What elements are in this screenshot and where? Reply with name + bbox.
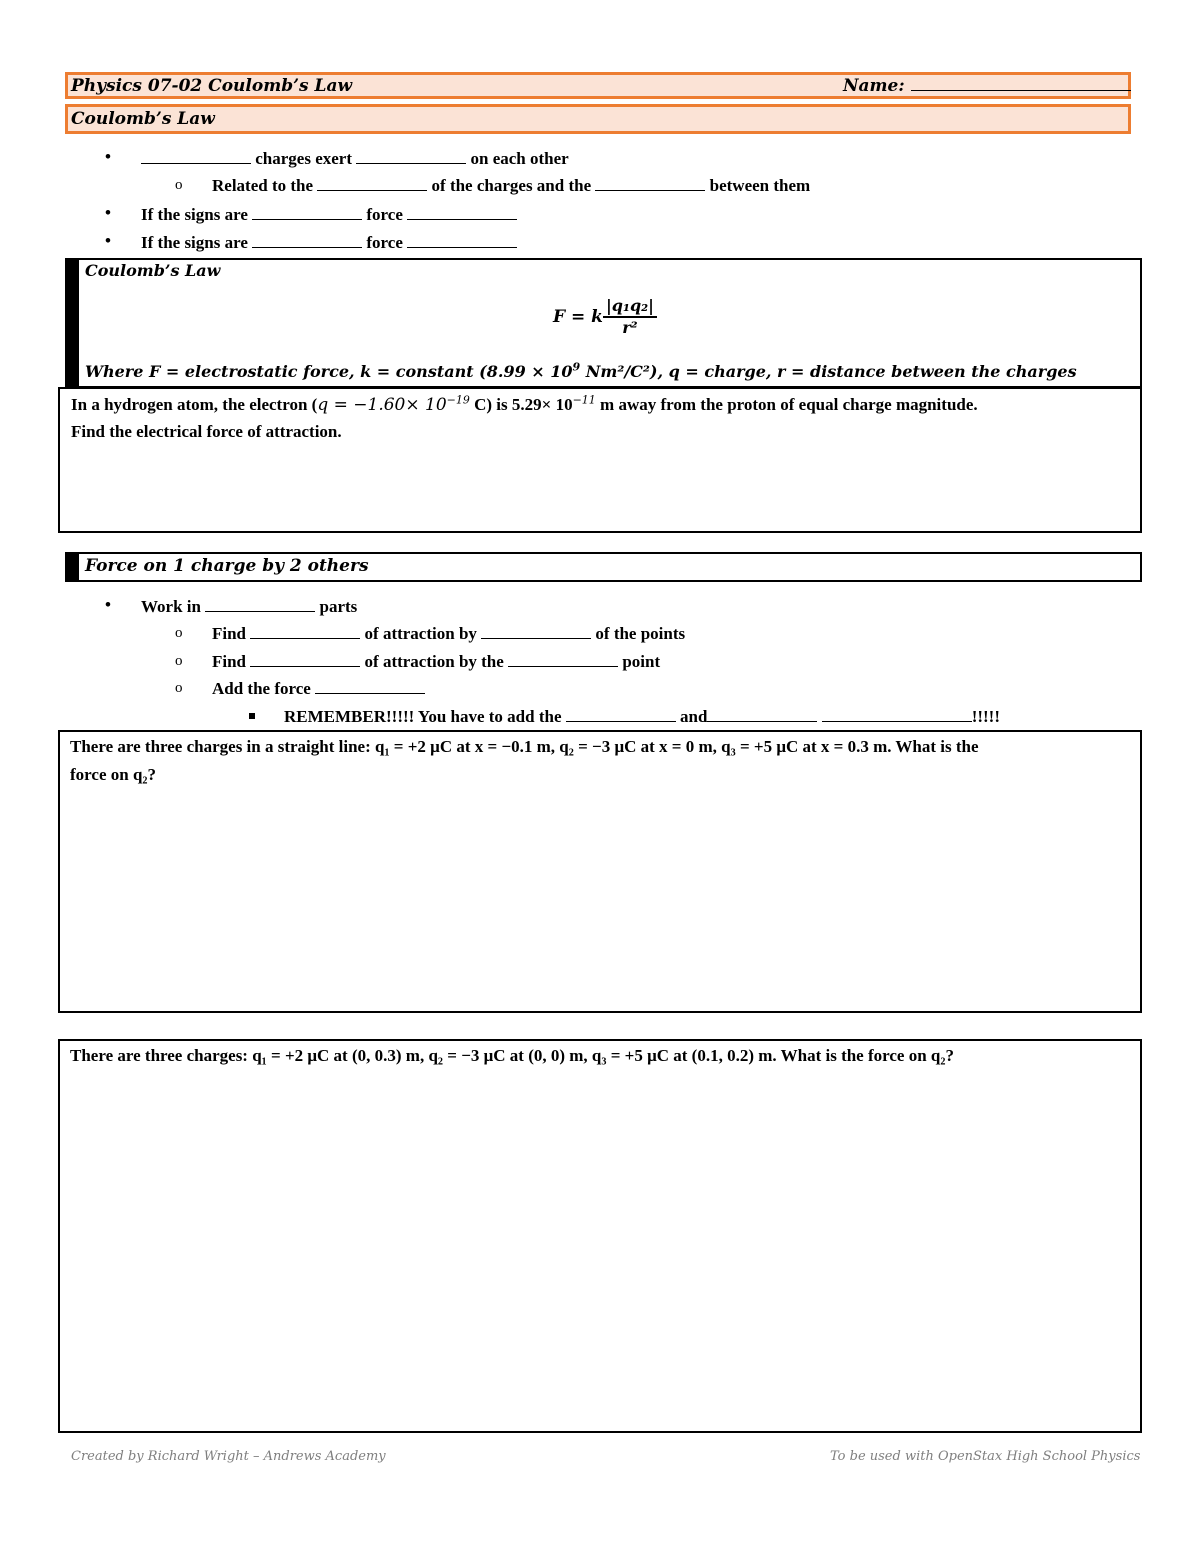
- fill-blank[interactable]: [508, 651, 618, 667]
- problem-box-plane-charges[interactable]: [58, 1039, 1142, 1433]
- fill-blank[interactable]: [141, 148, 251, 164]
- law-definitions: Where F = electrostatic force, k = constant ($8.99 \times 10^9$ Nm²/C²), q = charge, r = distance between the charges: [85, 360, 1077, 381]
- bullet-icon: •: [105, 595, 111, 614]
- fill-blank[interactable]: [481, 623, 591, 639]
- worksheet-title: Physics 07-02 Coulomb’s Law: [71, 76, 353, 96]
- note-line: charges exert on each other: [141, 148, 569, 170]
- fill-blank[interactable]: [595, 175, 705, 191]
- note-line: Related to the of the charges and the between them: [212, 176, 811, 195]
- fill-blank[interactable]: [250, 623, 360, 639]
- section2-accent: [65, 552, 79, 582]
- note-line: Find of attraction by the point: [212, 652, 661, 671]
- bullet-icon: •: [105, 203, 111, 222]
- note-line: If the signs are force: [141, 204, 517, 226]
- fill-blank[interactable]: [252, 232, 362, 248]
- fill-blank[interactable]: [315, 678, 425, 694]
- bullet-icon: •: [105, 147, 111, 166]
- footer-source: To be used with OpenStax High School Physics: [830, 1449, 1141, 1464]
- fill-blank[interactable]: [252, 204, 362, 220]
- problem-text-plane-charges: There are three charges: q₁ = +2 μC at (0, 0.3) m, q₂ = −3 μC at (0, 0) m, q₃ = +5 μC at (0.1, 0.2) m. What is the force on q₂?: [70, 1046, 954, 1065]
- name-label: Name:: [843, 76, 911, 96]
- footer-credit: Created by Richard Wright – Andrews Academy: [71, 1449, 386, 1464]
- bullet-icon: •: [105, 231, 111, 250]
- fill-blank[interactable]: [707, 706, 817, 722]
- note-line: Find of attraction by of the points: [212, 624, 686, 643]
- circle-bullet-icon: o: [175, 653, 183, 669]
- circle-bullet-icon: o: [175, 680, 183, 696]
- fill-blank[interactable]: [407, 232, 517, 248]
- law-box-title: Coulomb’s Law: [85, 261, 221, 280]
- law-box-accent: [65, 258, 79, 388]
- problem-box-line-charges[interactable]: [58, 730, 1142, 1013]
- problem-text-hydrogen: In a hydrogen atom, the electron ($q = -1.60\times 10^{-19}$ C) is $5.29\times 10^{-11}$ m away from the proton of equal charge magnitude.: [71, 393, 978, 415]
- fill-blank[interactable]: [407, 204, 517, 220]
- fill-blank[interactable]: [317, 175, 427, 191]
- section-bar: [65, 104, 1131, 134]
- fill-blank[interactable]: [566, 706, 676, 722]
- section-title: Coulomb’s Law: [71, 109, 215, 129]
- square-bullet-icon: [249, 713, 255, 719]
- note-line: If the signs are force: [141, 232, 517, 254]
- fill-blank[interactable]: [822, 706, 972, 722]
- problem-text-line-charges-2: force on q₂?: [70, 765, 156, 784]
- note-line: Add the force: [212, 678, 425, 700]
- fill-blank[interactable]: [205, 596, 315, 612]
- problem-text-line-charges: There are three charges in a straight line: q₁ = +2 μC at x = −0.1 m, q₂ = −3 μC at x = 0 m, q₃ = +5 μC at x = 0.3 m. What is the: [70, 737, 979, 756]
- note-line: Work in parts: [141, 597, 358, 616]
- problem-text-hydrogen-2: Find the electrical force of attraction.: [71, 422, 342, 441]
- fill-blank[interactable]: [250, 651, 360, 667]
- section2-title: Force on 1 charge by 2 others: [85, 556, 369, 576]
- circle-bullet-icon: o: [175, 625, 183, 641]
- coulomb-formula: F = k $\frac{\text{|q₁q₂|}}{\text{r²}}$: [553, 296, 657, 338]
- note-line: REMEMBER!!!!! You have to add the and !!!!!: [284, 707, 1000, 726]
- circle-bullet-icon: o: [175, 177, 183, 193]
- fill-blank[interactable]: [356, 148, 466, 164]
- name-field[interactable]: [843, 75, 1131, 97]
- formula-fraction: $\frac{\text{|q₁q₂|}}{\text{r²}}$: [603, 296, 657, 338]
- name-blank[interactable]: [911, 75, 1131, 91]
